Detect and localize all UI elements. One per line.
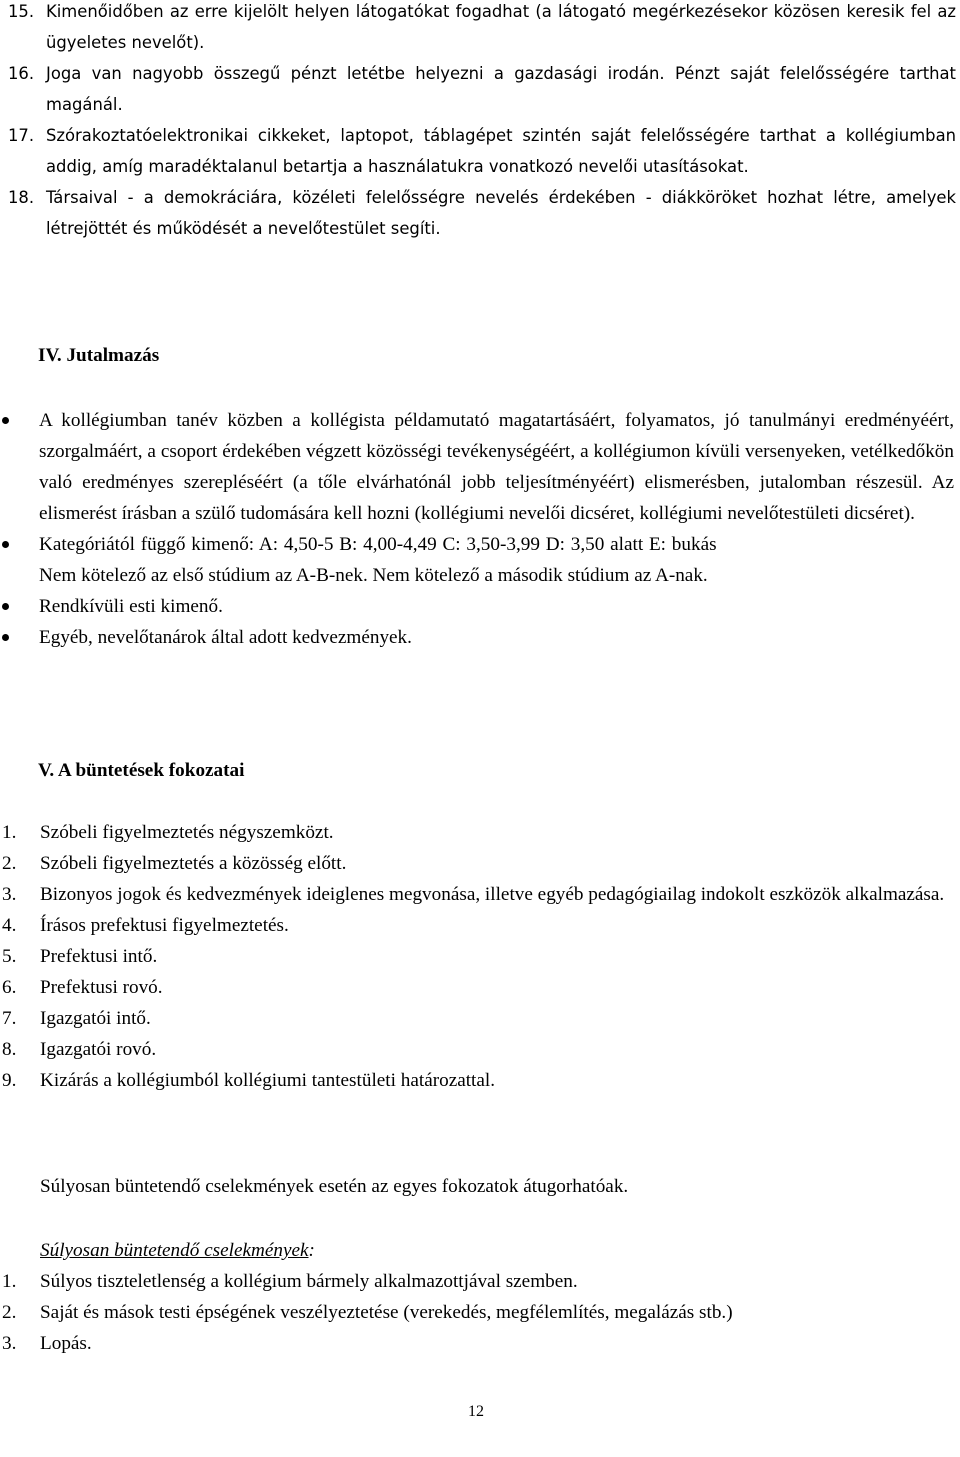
list-item — [2, 1266, 954, 1297]
item-text: Szóbeli figyelmeztetés négyszemközt. — [40, 822, 334, 843]
item-text: Rendkívüli esti kimenő. — [39, 596, 223, 617]
item-text: Súlyos tiszteletlenség a kollégium bármely alkalmazottjával szemben. — [40, 1271, 578, 1292]
item-number: 2. — [2, 1302, 17, 1323]
item-text: Bizonyos jogok és kedvezmények ideiglenes megvonása, illetve egyéb pedagógiailag indokolt eszközök alkalmazása. — [40, 884, 945, 905]
item-text: Szórakoztatóelektronikai cikkeket, laptopot, táblagépet szintén saját felelősségére tarthat a kollégiumban addig, amíg maradéktalanul betartja a használatukra vonatkozó nevelői utasításokat. — [46, 126, 956, 176]
item-text: Kizárás a kollégiumból kollégiumi tantestületi határozattal. — [40, 1070, 496, 1091]
item-text: Saját és mások testi épségének veszélyeztetése (verekedés, megfélemlítés, megalázás stb.) — [40, 1302, 733, 1323]
section-heading-punishment: V. A büntetések fokozatai — [38, 760, 245, 781]
bullet-icon — [2, 603, 9, 610]
list-item — [8, 58, 956, 120]
item-number: 3. — [2, 884, 17, 905]
item-number: 16. — [8, 64, 35, 83]
list-item — [2, 529, 954, 591]
item-text: Igazgatói intő. — [40, 1008, 151, 1029]
item-number: 3. — [2, 1333, 17, 1354]
item-text: Prefektusi rovó. — [40, 977, 163, 998]
list-item — [2, 622, 954, 653]
page-number: 12 — [468, 1403, 484, 1420]
item-number: 8. — [2, 1039, 17, 1060]
item-number: 9. — [2, 1070, 17, 1091]
list-item — [2, 879, 954, 910]
list-item — [2, 1065, 954, 1096]
item-text: Igazgatói rovó. — [40, 1039, 157, 1060]
reward-list — [2, 405, 954, 653]
bullet-icon — [2, 634, 9, 641]
item-number: 7. — [2, 1008, 17, 1029]
skip-levels-note: Súlyosan büntetendő cselekmények esetén az egyes fokozatok átugorhatóak. — [40, 1176, 629, 1197]
list-item — [2, 1034, 954, 1065]
list-item — [2, 817, 954, 848]
item-number: 18. — [8, 188, 35, 207]
serious-offences-list — [2, 1266, 954, 1359]
serious-offences-title — [40, 1235, 315, 1266]
item-number: 17. — [8, 126, 35, 145]
list-item — [2, 910, 954, 941]
item-text: Joga van nagyobb összegű pénzt letétbe helyezni a gazdasági irodán. Pénzt saját felelősségére tarthat magánál. — [46, 64, 956, 114]
item-number: 1. — [2, 1271, 17, 1292]
section-heading-reward: IV. Jutalmazás — [38, 345, 160, 366]
item-text: Kimenőidőben az erre kijelölt helyen látogatókat fogadhat (a látogató megérkezésekor közösen keresik fel az ügyeletes nevelőt). — [46, 2, 956, 52]
list-item — [2, 1003, 954, 1034]
list-item — [2, 972, 954, 1003]
list-item — [2, 405, 954, 529]
list-item — [2, 1297, 954, 1328]
list-item — [2, 848, 954, 879]
list-item — [2, 1328, 954, 1359]
item-text: Kategóriától függő kimenő: A: 4,50-5 B: 4,00-4,49 C: 3,50-3,99 D: 3,50 alatt E: bukás — [39, 534, 717, 555]
item-number: 1. — [2, 822, 17, 843]
list-item — [2, 591, 954, 622]
serious-offences-title-text: Súlyosan büntetendő cselekmények — [40, 1240, 309, 1261]
punishment-list — [2, 817, 954, 1096]
item-text: A kollégiumban tanév közben a kollégista példamutató magatartásáért, folyamatos, jó tanulmányi eredményéért, szorgalmáért, a csoport érdekében végzett közösségi tevékenységéért, a kollégiumon kívüli versenyeken, vetélkedőkön való eredményes szerepléséért (a tőle elvárhatónál jobb teljesítményéért) elismerésben, jutalomban részesül. Az elismerést írásban a szülő tudomására kell hozni (kollégiumi nevelői dicséret, kollégiumi nevelőtestületi dicséret). — [39, 410, 954, 524]
rules-list — [8, 0, 956, 244]
item-text: Társaival - a demokráciára, közéleti felelősségre nevelés érdekében - diákköröket hozhat létre, amelyek létrejöttét és működését a nevelőtestület segíti. — [46, 188, 956, 238]
list-item — [8, 120, 956, 182]
bullet-icon — [2, 541, 9, 548]
item-text: Egyéb, nevelőtanárok által adott kedvezmények. — [39, 627, 412, 648]
item-number: 6. — [2, 977, 17, 998]
list-item — [8, 0, 956, 58]
item-text: Prefektusi intő. — [40, 946, 158, 967]
item-number: 2. — [2, 853, 17, 874]
item-text: Szóbeli figyelmeztetés a közösség előtt. — [40, 853, 347, 874]
item-number: 15. — [8, 2, 35, 21]
bullet-icon — [2, 417, 9, 424]
item-text: Írásos prefektusi figyelmeztetés. — [40, 915, 289, 936]
item-text-continuation: Nem kötelező az első stúdium az A-B-nek. Nem kötelező a második stúdium az A-nak. — [39, 565, 708, 586]
list-item — [8, 182, 956, 244]
serious-offences-title-colon: : — [308, 1240, 315, 1261]
item-number: 5. — [2, 946, 17, 967]
list-item — [2, 941, 954, 972]
item-number: 4. — [2, 915, 17, 936]
item-text: Lopás. — [40, 1333, 92, 1354]
